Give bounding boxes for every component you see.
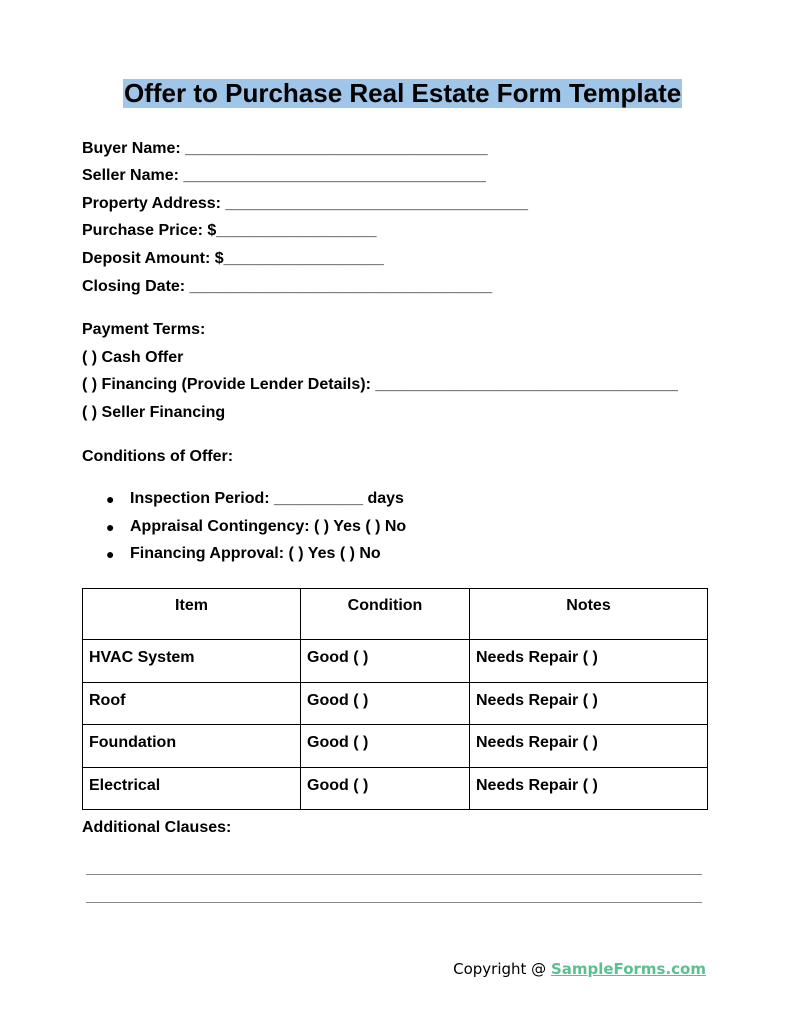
- table-cell[interactable]: Good ( ): [301, 682, 470, 725]
- table-cell: Electrical: [83, 767, 301, 810]
- bullet-icon: ●: [106, 519, 115, 535]
- payment-option-seller-financing[interactable]: ( ) Seller Financing: [82, 404, 226, 421]
- condition-financing[interactable]: Financing Approval: ( ) Yes ( ) No: [130, 545, 381, 562]
- additional-clauses-heading: Additional Clauses:: [82, 819, 232, 836]
- copyright-footer: [453, 960, 706, 978]
- bullet-icon: ●: [106, 546, 115, 562]
- table-cell[interactable]: Needs Repair ( ): [470, 640, 708, 683]
- table-header: Condition: [301, 589, 470, 640]
- copyright-text: Copyright @: [453, 960, 551, 978]
- table-cell: Roof: [83, 682, 301, 725]
- condition-appraisal[interactable]: Appraisal Contingency: ( ) Yes ( ) No: [130, 518, 407, 535]
- table-cell[interactable]: Needs Repair ( ): [470, 767, 708, 810]
- purchase-price-field[interactable]: Purchase Price: $__________________: [82, 222, 377, 239]
- table-row: [83, 767, 708, 810]
- table-cell: Foundation: [83, 725, 301, 768]
- buyer-name-field[interactable]: Buyer Name: __________________________________: [82, 140, 488, 157]
- table-header: Notes: [470, 589, 708, 640]
- deposit-amount-field[interactable]: Deposit Amount: $__________________: [82, 250, 384, 267]
- inspection-table: [82, 588, 708, 810]
- table-row: [83, 682, 708, 725]
- table-cell: HVAC System: [83, 640, 301, 683]
- table-cell[interactable]: Needs Repair ( ): [470, 725, 708, 768]
- clause-line[interactable]: [86, 902, 702, 903]
- property-address-field[interactable]: Property Address: __________________________________: [82, 195, 528, 212]
- table-cell[interactable]: Good ( ): [301, 767, 470, 810]
- condition-inspection[interactable]: Inspection Period: __________ days: [130, 490, 404, 507]
- payment-option-financing[interactable]: ( ) Financing (Provide Lender Details): __________________________________: [82, 376, 678, 393]
- payment-terms-heading: Payment Terms:: [82, 321, 206, 338]
- closing-date-field[interactable]: Closing Date: __________________________________: [82, 278, 493, 295]
- table-header: Item: [83, 589, 301, 640]
- seller-name-field[interactable]: Seller Name: __________________________________: [82, 167, 486, 184]
- page-title: Offer to Purchase Real Estate Form Template: [124, 78, 682, 108]
- table-cell[interactable]: Good ( ): [301, 640, 470, 683]
- table-cell[interactable]: Good ( ): [301, 725, 470, 768]
- conditions-heading: Conditions of Offer:: [82, 448, 234, 465]
- bullet-icon: ●: [106, 491, 115, 507]
- table-row: [83, 725, 708, 768]
- table-row: [83, 640, 708, 683]
- clause-line[interactable]: [86, 874, 702, 875]
- table-cell[interactable]: Needs Repair ( ): [470, 682, 708, 725]
- table-header-row: [83, 589, 708, 640]
- sampleforms-link[interactable]: SampleForms.com: [550, 960, 706, 978]
- payment-option-cash[interactable]: ( ) Cash Offer: [82, 349, 184, 366]
